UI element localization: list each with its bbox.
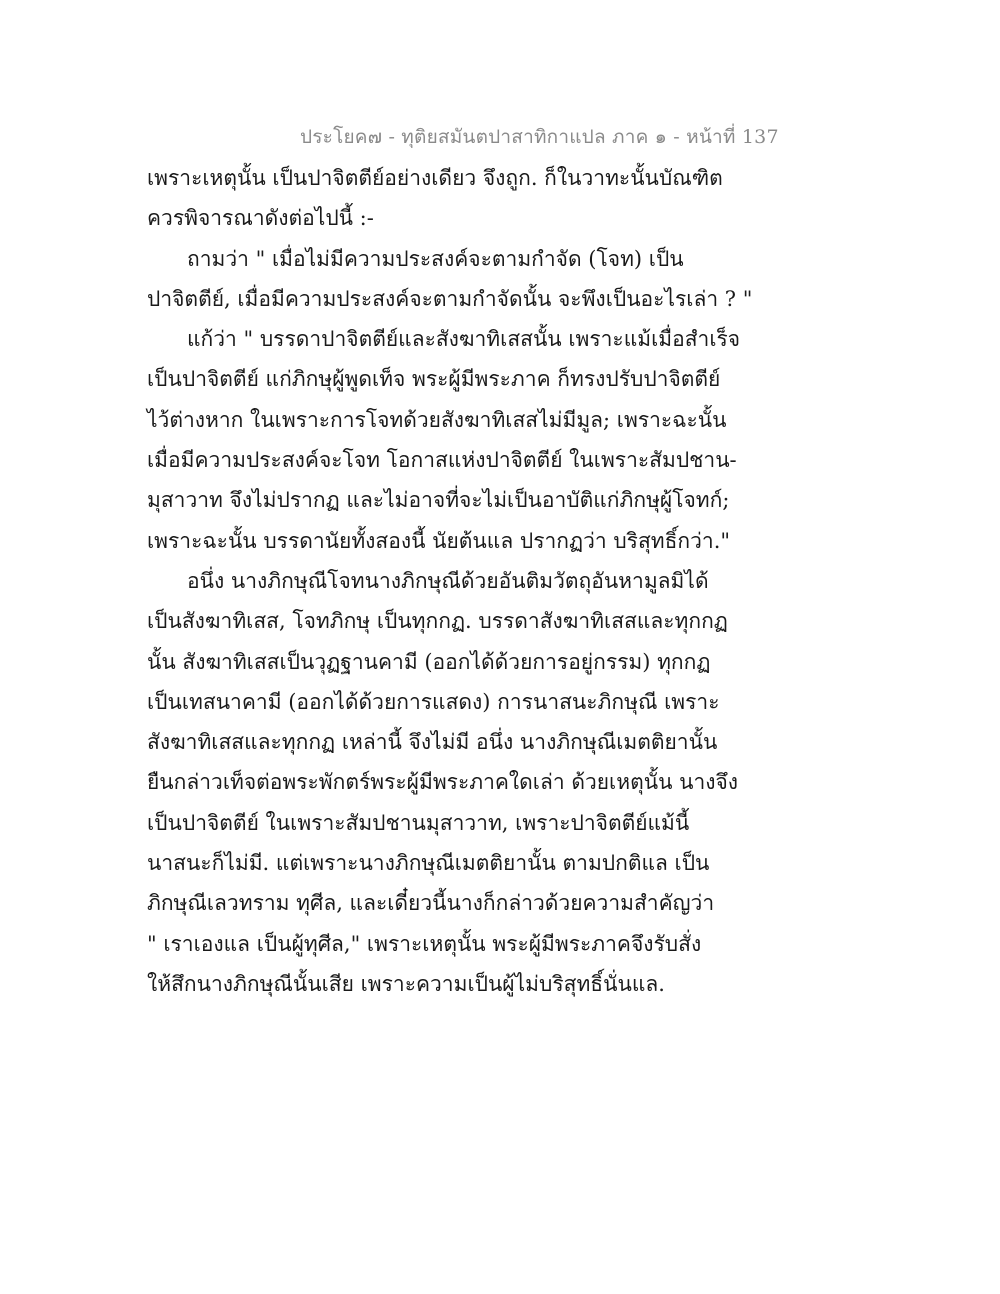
text-line: เพราะเหตุนั้น เป็นปาจิตตีย์อย่างเดียว จึงถูก. ก็ในวาทะนั้นบัณฑิต <box>147 166 723 190</box>
text-line: มุสาวาท จึงไม่ปรากฏ และไม่อาจที่จะไม่เป็นอาบัติแก่ภิกษุผู้โจทก์; <box>147 488 730 513</box>
running-header: ประโยค๗ - ทุติยสมันตปาสาทิกาแปล ภาค ๑ - หน้าที่ 137 <box>300 126 779 148</box>
text-line: เมื่อมีความประสงค์จะโจท โอกาสแห่งปาจิตตีย์ ในเพราะสัมปชาน- <box>147 448 737 473</box>
text-line: เพราะฉะนั้น บรรดานัยทั้งสองนี้ นัยต้นแล ปรากฏว่า บริสุทธิ์กว่า." <box>147 528 731 553</box>
text-line: เป็นสังฆาทิเสส, โจทภิกษุ เป็นทุกกฏ. บรรดาสังฆาทิเสสและทุกกฏ <box>147 609 728 634</box>
text-line: ไว้ต่างหาก ในเพราะการโจทด้วยสังฆาทิเสสไม่มีมูล; เพราะฉะนั้น <box>147 407 727 432</box>
text-line: เป็นปาจิตตีย์ ในเพราะสัมปชานมุสาวาท, เพราะปาจิตตีย์แม้นี้ <box>147 810 690 835</box>
text-line: เป็นเทสนาคามี (ออกได้ด้วยการแสดง) การนาสนะภิกษุณี เพราะ <box>147 689 720 714</box>
text-line: ให้สึกนางภิกษุณีนั้นเสีย เพราะความเป็นผู้ไม่บริสุทธิ์นั่นแล. <box>147 971 665 996</box>
text-line-paragraph-start: ถามว่า " เมื่อไม่มีความประสงค์จะตามกำจัด (โจท) เป็น <box>187 246 684 271</box>
text-line: นาสนะก็ไม่มี. แต่เพราะนางภิกษุณีเมตติยานั้น ตามปกติแล เป็น <box>147 851 710 876</box>
text-line-paragraph-start: อนึ่ง นางภิกษุณีโจทนางภิกษุณีด้วยอันติมวัตถุอันหามูลมิได้ <box>187 568 709 593</box>
text-line: นั้น สังฆาทิเสสเป็นวุฏฐานคามี (ออกได้ด้วยการอยู่กรรม) ทุกกฏ <box>147 649 711 674</box>
text-line: ยืนกล่าวเท็จต่อพระพักตร์พระผู้มีพระภาคใดเล่า ด้วยเหตุนั้น นางจึง <box>147 770 739 795</box>
body-text <box>147 158 753 1004</box>
text-line-paragraph-start: แก้ว่า " บรรดาปาจิตตีย์และสังฆาทิเสสนั้น เพราะแม้เมื่อสำเร็จ <box>187 327 741 352</box>
text-line: ภิกษุณีเลวทราม ทุศีล, และเดี๋ยวนี้นางก็กล่าวด้วยความสำคัญว่า <box>147 891 715 916</box>
text-line: " เราเองแล เป็นผู้ทุศีล," เพราะเหตุนั้น พระผู้มีพระภาคจึงรับสั่ง <box>147 931 702 956</box>
text-line: ควรพิจารณาดังต่อไปนี้ :- <box>147 206 374 231</box>
text-line: ปาจิตตีย์, เมื่อมีความประสงค์จะตามกำจัดนั้น จะพึงเป็นอะไรเล่า ? " <box>147 286 753 311</box>
text-line: เป็นปาจิตตีย์ แก่ภิกษุผู้พูดเท็จ พระผู้มีพระภาค ก็ทรงปรับปาจิตตีย์ <box>147 367 721 392</box>
text-line: สังฆาทิเสสและทุกกฏ เหล่านี้ จึงไม่มี อนึ่ง นางภิกษุณีเมตติยานั้น <box>147 730 718 755</box>
